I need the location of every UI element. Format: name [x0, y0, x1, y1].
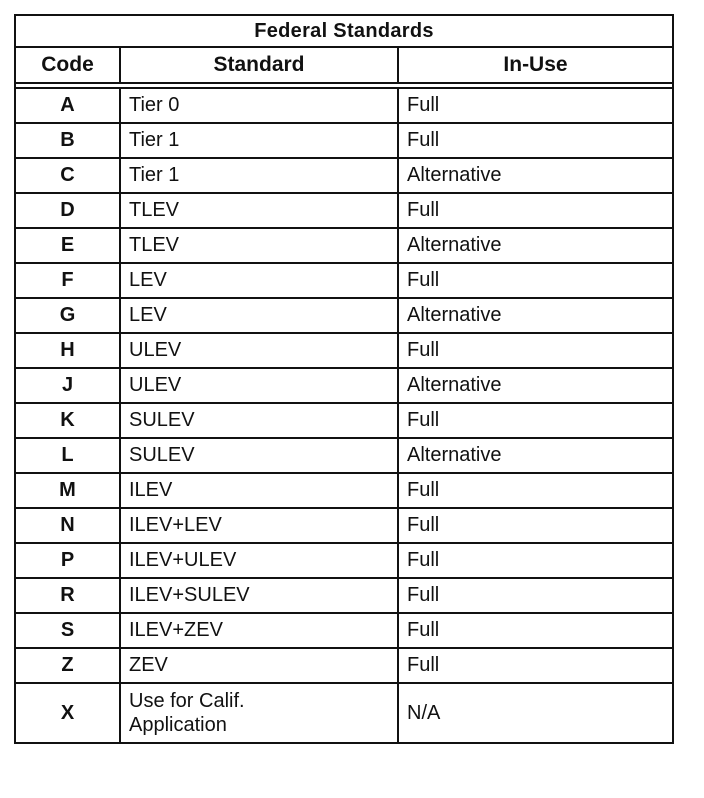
table-row: [15, 473, 673, 508]
standard-cell: ILEV+SULEV: [120, 578, 398, 613]
table-row: [15, 508, 673, 543]
standard-cell: ULEV: [120, 333, 398, 368]
table-row: [15, 578, 673, 613]
title-row: [15, 15, 673, 47]
in-use-cell: Full: [398, 613, 673, 648]
table-row: [15, 438, 673, 473]
standard-cell: Tier 1: [120, 158, 398, 193]
federal-standards-table: [14, 14, 674, 744]
standard-cell: ILEV: [120, 473, 398, 508]
in-use-cell: Full: [398, 193, 673, 228]
standard-cell: ULEV: [120, 368, 398, 403]
table-row: [15, 228, 673, 263]
standard-cell: ILEV+ULEV: [120, 543, 398, 578]
standard-cell: ILEV+LEV: [120, 508, 398, 543]
table-row: [15, 298, 673, 333]
table-row: [15, 368, 673, 403]
table-row: [15, 193, 673, 228]
column-header-standard: Standard: [120, 47, 398, 83]
standard-cell: Tier 1: [120, 123, 398, 158]
code-cell: P: [15, 543, 120, 578]
code-cell: M: [15, 473, 120, 508]
standard-cell: LEV: [120, 263, 398, 298]
in-use-cell: Full: [398, 473, 673, 508]
code-cell: A: [15, 88, 120, 123]
table-row: [15, 88, 673, 123]
code-cell: G: [15, 298, 120, 333]
column-header-code: Code: [15, 47, 120, 83]
table-row: [15, 543, 673, 578]
in-use-cell: Alternative: [398, 158, 673, 193]
standard-cell: TLEV: [120, 228, 398, 263]
in-use-cell: N/A: [398, 683, 673, 743]
table-row: [15, 158, 673, 193]
header-row: [15, 47, 673, 83]
table-title: Federal Standards: [15, 15, 673, 47]
code-cell: X: [15, 683, 120, 743]
code-cell: C: [15, 158, 120, 193]
in-use-cell: Full: [398, 403, 673, 438]
standard-cell: SULEV: [120, 438, 398, 473]
standard-cell: ZEV: [120, 648, 398, 683]
code-cell: R: [15, 578, 120, 613]
standard-cell: Tier 0: [120, 88, 398, 123]
in-use-cell: Alternative: [398, 368, 673, 403]
table-row: [15, 403, 673, 438]
code-cell: L: [15, 438, 120, 473]
in-use-cell: Alternative: [398, 438, 673, 473]
table-row: [15, 613, 673, 648]
in-use-cell: Alternative: [398, 298, 673, 333]
in-use-cell: Full: [398, 543, 673, 578]
standard-cell: LEV: [120, 298, 398, 333]
in-use-cell: Alternative: [398, 228, 673, 263]
table-row: [15, 123, 673, 158]
code-cell: B: [15, 123, 120, 158]
standard-cell: [120, 683, 398, 743]
table-row: [15, 263, 673, 298]
code-cell: Z: [15, 648, 120, 683]
in-use-cell: Full: [398, 578, 673, 613]
in-use-cell: Full: [398, 88, 673, 123]
code-cell: K: [15, 403, 120, 438]
federal-standards-table-wrapper: [14, 14, 672, 744]
table-row: [15, 683, 673, 743]
table-row: [15, 648, 673, 683]
standard-cell: TLEV: [120, 193, 398, 228]
in-use-cell: Full: [398, 263, 673, 298]
standard-cell: SULEV: [120, 403, 398, 438]
in-use-cell: Full: [398, 648, 673, 683]
code-cell: S: [15, 613, 120, 648]
standard-cell-line-1: Use for Calif.: [129, 690, 245, 712]
standard-cell-line-2: Application: [129, 714, 227, 736]
in-use-cell: Full: [398, 123, 673, 158]
standard-cell: ILEV+ZEV: [120, 613, 398, 648]
in-use-cell: Full: [398, 333, 673, 368]
column-header-in-use: In-Use: [398, 47, 673, 83]
in-use-cell: Full: [398, 508, 673, 543]
code-cell: E: [15, 228, 120, 263]
code-cell: H: [15, 333, 120, 368]
code-cell: D: [15, 193, 120, 228]
code-cell: N: [15, 508, 120, 543]
code-cell: J: [15, 368, 120, 403]
code-cell: F: [15, 263, 120, 298]
table-row: [15, 333, 673, 368]
